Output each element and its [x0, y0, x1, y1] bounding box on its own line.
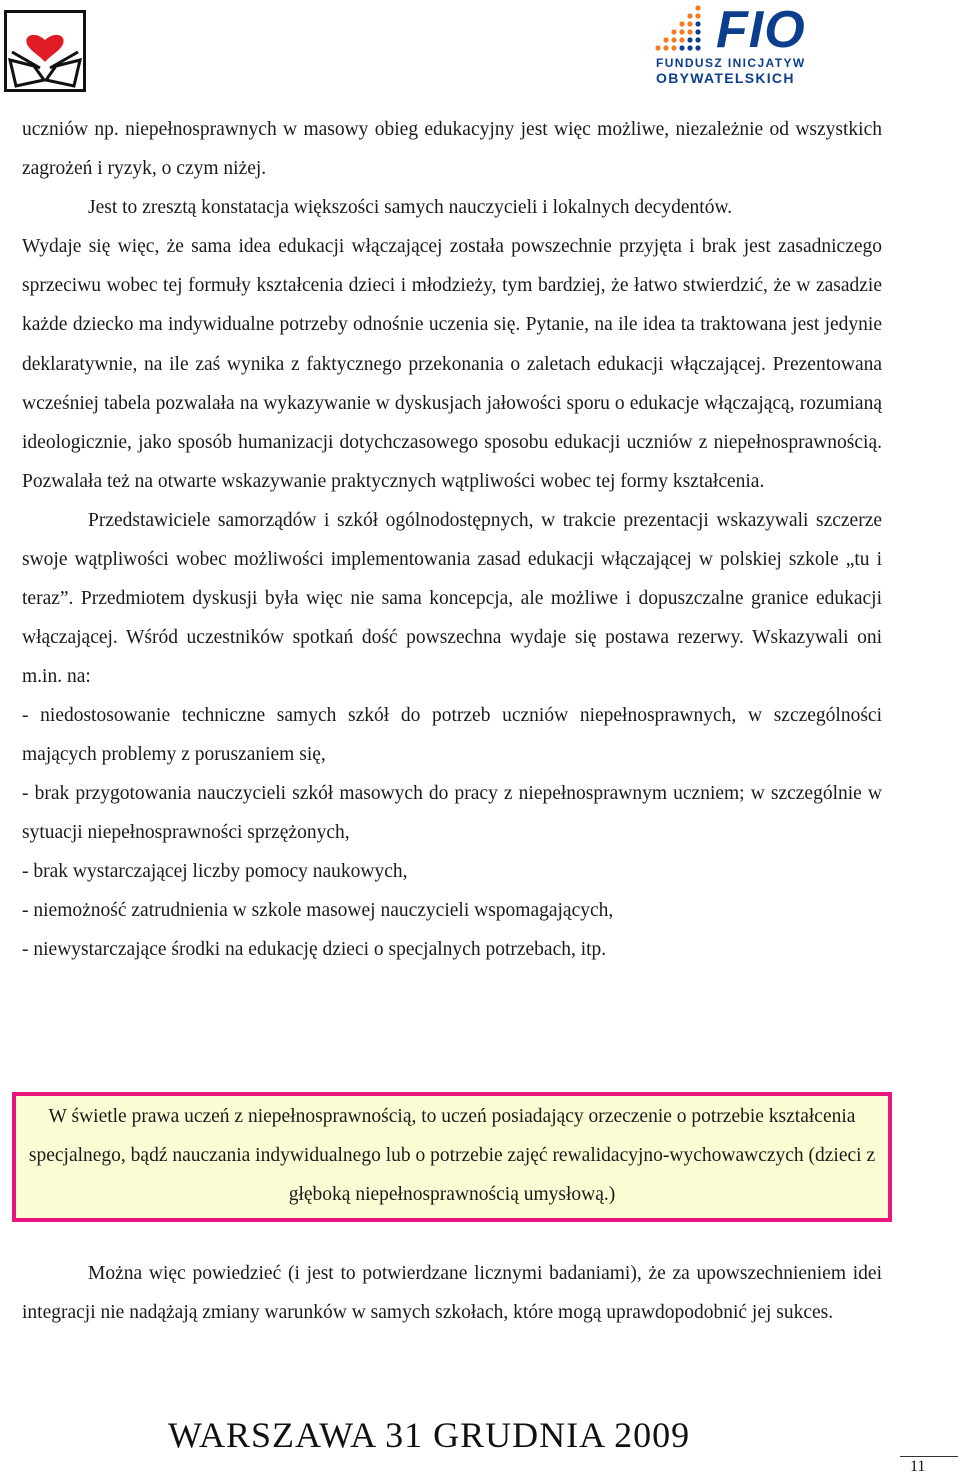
- list-item: - brak przygotowania nauczycieli szkół masowych do pracy z niepełnosprawnym uczniem; w szczególnie w sytuacji niepełnosprawności sprzężonych,: [22, 783, 882, 844]
- definition-box: [12, 1092, 892, 1222]
- document-body: [22, 110, 882, 969]
- paragraph-2: Jest to zresztą konstatacja większości samych nauczycieli i lokalnych decydentów.: [88, 197, 733, 218]
- fio-subtitle-2: OBYWATELSKICH: [656, 70, 795, 86]
- list-item: - niewystarczające środki na edukację dzieci o specjalnych potrzebach, itp.: [22, 939, 607, 961]
- closing-paragraph: Można więc powiedzieć (i jest to potwierdzane licznymi badaniami), że za upowszechnieniem idei integracji nie nadążają zmiany warunków w samych szkołach, które mogą uprawdopodobnić jej sukces.: [22, 1263, 882, 1323]
- fio-subtitle-1: FUNDUSZ INICJATYW: [656, 56, 806, 70]
- paragraph-3: Wydaje się więc, że sama idea edukacji włączającej została powszechnie przyjęta i brak jest zasadniczego sprzeciwu wobec tej formuły kształcenia dzieci i młodzieży, tym bardziej, że łatwo stwierdzić, że w zasadzie każde dziecko ma indywidualne potrzeby odnośnie uczenia się. Pytanie, na ile idea ta traktowana jest jedynie deklaratywnie, na ile zaś wynika z faktycznego przekonania o zaletach edukacji włączającej. Prezentowana wcześniej tabela pozwalała na wykazywanie w dyskusjach jałowości sporu o edukacje włączającą, rozumianą ideologicznie, jako sposób humanizacji dotychczasowego sposobu edukacji uczniów z niepełnosprawnością. Pozwalała też na otwarte wskazywanie praktycznych wątpliwości wobec tej formy kształcenia.: [22, 236, 882, 493]
- page-number: 11: [910, 1458, 926, 1475]
- list-item: - niemożność zatrudnienia w szkole masowej nauczycieli wspomagających,: [22, 900, 614, 922]
- paragraph-1: uczniów np. niepełnosprawnych w masowy obieg edukacyjny jest więc możliwe, niezależnie od wszystkich zagrożeń i ryzyk, o czym niżej.: [22, 119, 882, 179]
- closing-section: [22, 1254, 882, 1332]
- fio-title: FIO: [716, 1, 806, 59]
- page-number-rule: [900, 1456, 958, 1457]
- footer-title: WARSZAWA 31 GRUDNIA 2009: [168, 1415, 691, 1455]
- list-item: - brak wystarczającej liczby pomocy naukowych,: [22, 861, 408, 883]
- list-item: - niedostosowanie techniczne samych szkół do potrzeb uczniów niepełnosprawnych, w szczególności mających problemy z poruszaniem się,: [22, 705, 882, 766]
- definition-text: W świetle prawa uczeń z niepełnosprawnością, to uczeń posiadający orzeczenie o potrzebie kształcenia specjalnego, bądź nauczania indywidualnego lub o potrzebie zajęć rewalidacyjno-wychowawczych (dzieci z głęboką niepełnosprawnością umysłową.): [28, 1106, 876, 1206]
- paragraph-4: Przedstawiciele samorządów i szkół ogólnodostępnych, w trakcie prezentacji wskazywali szczerze swoje wątpliwości wobec możliwości implementowania zasad edukacji włączającej w polskiej szkole „tu i teraz”. Przedmiotem dyskusji była więc nie sama koncepcja, ale możliwe i dopuszczalne granice edukacji włączającej. Wśród uczestników spotkań dość powszechna wydaje się postawa rezerwy. Wskazywali oni m.in. na:: [22, 510, 882, 688]
- heart-hands-logo: [4, 10, 86, 92]
